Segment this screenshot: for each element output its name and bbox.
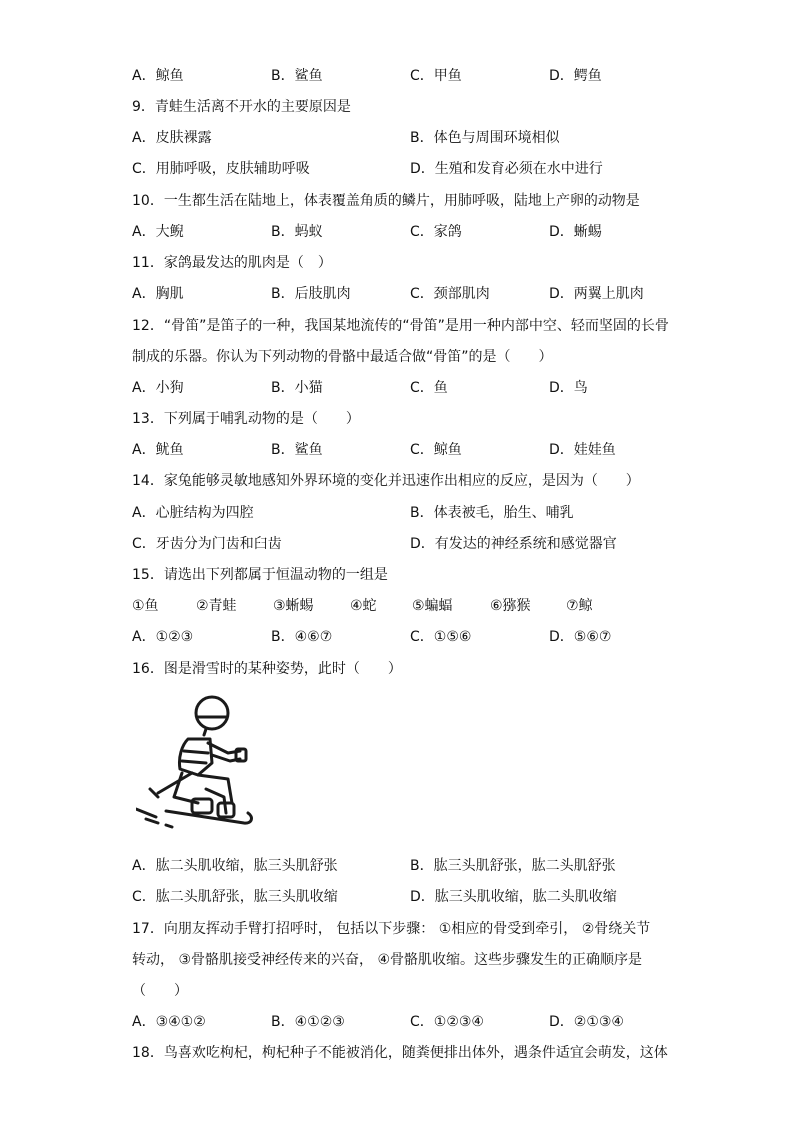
q12-option-c: C．鱼	[410, 380, 448, 396]
q8-options	[0, 67, 794, 85]
q11-option-b: B．后肢肌肉	[271, 286, 351, 302]
q15-item-2: ②青蛙	[196, 598, 237, 614]
q10-option-c: C．家鸽	[410, 224, 462, 240]
q14-stem: 14．家兔能够灵敏地感知外界环境的变化并迅速作出相应的反应，是因为（ ）	[132, 473, 640, 489]
q15-item-4: ④蛇	[350, 598, 377, 614]
q16-option-b: B．肱三头肌舒张，肱二头肌舒张	[410, 858, 616, 874]
q16-stem: 16．图是滑雪时的某种姿势，此时（ ）	[132, 661, 402, 677]
q9-option-a: A．皮肤裸露	[132, 130, 212, 146]
q15-item-1: ①鱼	[132, 598, 159, 614]
q13-option-c: C．鲸鱼	[410, 442, 462, 458]
q17-option-a: A．③④①②	[132, 1014, 206, 1030]
q16-option-a: A．肱二头肌收缩，肱三头肌舒张	[132, 858, 338, 874]
q11-stem: 11．家鸽最发达的肌肉是（ ）	[132, 255, 332, 271]
q17-stem-line2: 转动， ③骨骼肌接受神经传来的兴奋， ④骨骼肌收缩。这些步骤发生的正确顺序是	[132, 952, 642, 968]
q15-option-d: D．⑤⑥⑦	[549, 629, 612, 645]
q10-option-d: D．蜥蜴	[549, 224, 602, 240]
q12-option-d: D．鸟	[549, 380, 588, 396]
q14-options-row1	[0, 504, 794, 522]
q14-option-a: A．心脏结构为四腔	[132, 505, 254, 521]
q17-stem-line1: 17．向朋友挥动手臂打招呼时， 包括以下步骤： ①相应的骨受到牵引， ②骨绕关节	[132, 921, 651, 937]
q13-stem: 13．下列属于哺乳动物的是（ ）	[132, 411, 360, 427]
q8-option-b: B．鲨鱼	[271, 68, 323, 84]
q9-stem: 9．青蛙生活离不开水的主要原因是	[132, 99, 351, 115]
q17-option-c: C．①②③④	[410, 1014, 484, 1030]
q10-option-b: B．蚂蚁	[271, 224, 323, 240]
q16-option-d: D．肱三头肌收缩，肱二头肌收缩	[410, 889, 617, 905]
q15-item-6: ⑥猕猴	[490, 598, 531, 614]
q12-stem-line1: 12．“骨笛”是笛子的一种，我国某地流传的“骨笛”是用一种内部中空、轻而坚固的长骨	[132, 318, 669, 334]
q15-item-5: ⑤蝙蝠	[412, 598, 453, 614]
q14-option-c: C．牙齿分为门齿和臼齿	[132, 536, 282, 552]
q16-options-row1	[0, 857, 794, 875]
q11-option-c: C．颈部肌肉	[410, 286, 490, 302]
q10-options	[0, 223, 794, 241]
q14-option-d: D．有发达的神经系统和感觉器官	[410, 536, 617, 552]
q14-option-b: B．体表被毛，胎生、哺乳	[410, 505, 574, 521]
q12-stem-line2: 制成的乐器。你认为下列动物的骨骼中最适合做“骨笛”的是（ ）	[132, 349, 553, 365]
q16-options-row2	[0, 888, 794, 906]
q11-options	[0, 285, 794, 303]
q17-stem-line3: （ ）	[132, 983, 188, 999]
q14-options-row2	[0, 535, 794, 553]
q10-stem: 10．一生都生活在陆地上，体表覆盖角质的鳞片，用肺呼吸，陆地上产卵的动物是	[132, 193, 640, 209]
q9-options-row1	[0, 129, 794, 147]
q9-option-c: C．用肺呼吸，皮肤辅助呼吸	[132, 161, 310, 177]
q17-option-b: B．④①②③	[271, 1014, 345, 1030]
q17-options	[0, 1013, 794, 1031]
q13-option-b: B．鲨鱼	[271, 442, 323, 458]
q12-options	[0, 379, 794, 397]
q11-option-d: D．两翼上肌肉	[549, 286, 644, 302]
q13-option-a: A．鱿鱼	[132, 442, 184, 458]
q8-option-c: C．甲鱼	[410, 68, 462, 84]
q16-option-c: C．肱二头肌舒张，肱三头肌收缩	[132, 889, 338, 905]
q17-option-d: D．②①③④	[549, 1014, 624, 1030]
q13-option-d: D．娃娃鱼	[549, 442, 616, 458]
q15-item-7: ⑦鲸	[566, 598, 593, 614]
q9-option-d: D．生殖和发育必须在水中进行	[410, 161, 603, 177]
skier-icon	[136, 693, 264, 829]
q15-option-b: B．④⑥⑦	[271, 629, 333, 645]
q15-option-c: C．①⑤⑥	[410, 629, 472, 645]
q15-stem: 15．请选出下列都属于恒温动物的一组是	[132, 567, 388, 583]
q15-items	[0, 597, 794, 615]
q11-option-a: A．胸肌	[132, 286, 184, 302]
q13-options	[0, 441, 794, 459]
q15-item-3: ③蜥蜴	[273, 598, 314, 614]
q12-option-a: A．小狗	[132, 380, 184, 396]
q10-option-a: A．大鲵	[132, 224, 184, 240]
q9-options-row2	[0, 160, 794, 178]
q15-options	[0, 628, 794, 646]
q15-option-a: A．①②③	[132, 629, 194, 645]
q8-option-a: A．鲸鱼	[132, 68, 184, 84]
q18-stem-line1: 18．鸟喜欢吃枸杞，枸杞种子不能被消化，随粪便排出体外，遇条件适宜会萌发，这体	[132, 1045, 668, 1061]
q12-option-b: B．小猫	[271, 380, 323, 396]
q8-option-d: D．鳄鱼	[549, 68, 602, 84]
q9-option-b: B．体色与周围环境相似	[410, 130, 560, 146]
